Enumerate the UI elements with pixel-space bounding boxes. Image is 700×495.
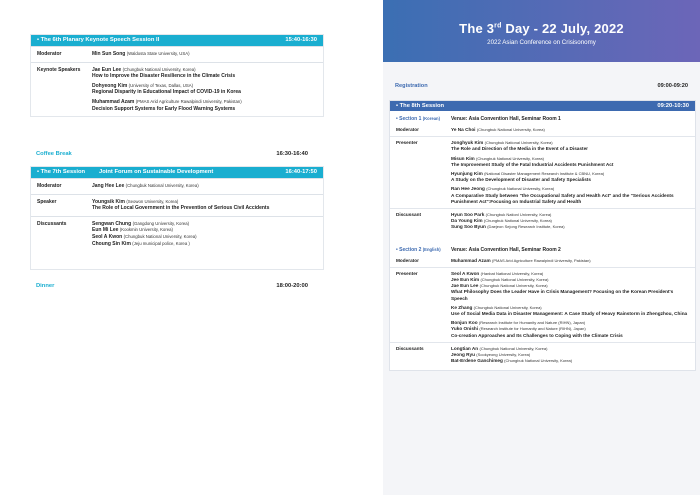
person-name: Bat-Erdene Ganchimeg	[451, 358, 503, 364]
person-name: Yuko Onishi	[451, 326, 479, 332]
forum-moderator-row	[31, 178, 323, 194]
coffee-break-row	[36, 151, 308, 157]
section1-moderator-row	[390, 124, 695, 136]
registration-time: 09:00-09:20	[657, 83, 688, 89]
row-label: Discussants	[37, 220, 67, 227]
person-name: Muhammad Azam	[451, 257, 491, 263]
person-name: Seol A Kwon	[92, 233, 123, 240]
person-name: Jae Eun Lee	[451, 283, 479, 289]
registration-label: Registration	[395, 83, 428, 89]
talk-title: A Study on the Development of Disaster and Safety Specialists	[451, 177, 591, 183]
person-affiliation: (Daejeon Sejong Research Institute, Korea)	[487, 224, 565, 230]
person-name: Choung Sin Kim	[92, 240, 131, 247]
forum-discussants-row	[31, 216, 323, 269]
row-label: Moderator	[396, 257, 419, 263]
row-label: Moderator	[37, 51, 62, 57]
person-name: Youngsik Kim	[92, 198, 125, 205]
presenter-entry	[451, 156, 689, 168]
person-affiliation: (Gangdong University, Korea)	[132, 220, 190, 226]
keynote-session-header: • The 6th Planary Keynote Speech Session II 15:40-16:30	[31, 35, 323, 46]
section2-venue: Venue: Asia Convention Hall, Seminar Room 2	[451, 246, 561, 253]
section2-name: Section 2	[399, 246, 422, 253]
section2-language: (English)	[422, 246, 441, 252]
section1-venue: Venue: Asia Convention Hall, Seminar Room 1	[451, 116, 561, 122]
talk-title: A Comparative Study between "the Occupational Safety and Health Act" and the "Serious Accidents Punishment Act":Focusing on Industrial Safety and Health	[451, 192, 674, 204]
person-affiliation: (National Disaster Management Research Institute & CBNU, Korea)	[484, 171, 605, 177]
person-name: Seol A Kwon	[451, 270, 480, 276]
dinner-label: Dinner	[36, 283, 55, 289]
row-label: Speaker	[37, 198, 57, 205]
person-name: Sung Soo Byun	[451, 224, 486, 230]
presenter-entry	[451, 171, 689, 183]
talk-title: Use of Social Media Data in Disaster Management: A Case Study of Heavy Rainstorm in Zhengzhou, China	[451, 311, 688, 317]
talk-title: The Role and Direction of the Media in the Event of a Disaster	[451, 146, 589, 152]
day-title: The 3rd Day - 22 July, 2022	[459, 21, 624, 36]
person-affiliation: (Chungbuk National University, Korea)	[125, 183, 199, 188]
presenter-group	[451, 305, 689, 317]
left-page	[0, 0, 340, 495]
session8-title: The 8th Session	[399, 103, 445, 109]
dinner-time: 18:00-20:00	[276, 283, 308, 289]
day-header	[383, 0, 700, 62]
keynote-session-title: The 6th Planary Keynote Speech Session II	[40, 37, 160, 43]
person-name: Ran Hee Jeong	[451, 186, 485, 192]
section1-discussant-row	[390, 208, 695, 234]
keynote-session-time: 15:40-16:30	[285, 37, 317, 43]
person-affiliation: (PMAS Arid Agriculture Rawalpindi University, Pakistan)	[492, 257, 591, 263]
speaker-entry	[92, 67, 317, 80]
coffee-break-time: 16:30-16:40	[276, 151, 308, 157]
forum-session-header: • The 7th Session Joint Forum on Sustainable Development 16:40-17:50	[31, 167, 323, 178]
person-name: Jonghyuk Kim	[451, 140, 484, 146]
person-name: Jang Hee Lee	[92, 183, 125, 189]
coffee-break-label: Coffee Break	[36, 151, 72, 157]
person-affiliation: (Chungbuk National University, Korea)	[483, 218, 552, 224]
forum-speaker-row	[31, 194, 323, 216]
keynote-speakers-row	[31, 62, 323, 117]
speaker-entry	[92, 99, 317, 112]
person-name: Muhammad Azam	[92, 98, 135, 105]
presenter-group	[451, 320, 689, 339]
person-affiliation: (Chungbuk National University, Korea)	[480, 277, 549, 283]
forum-session-title: Joint Forum on Sustainable Development	[99, 169, 214, 175]
forum-session-name: The 7th Session	[40, 169, 86, 175]
row-label: Moderator	[396, 127, 419, 132]
person-name: Sengwan Chung	[92, 220, 132, 227]
talk-title: Decision Support Systems for Early Flood Warning Systems	[92, 105, 236, 112]
talk-title: The Role of Local Government in the Prevention of Serious Civil Accidents	[92, 205, 270, 212]
person-name: Misun Kim	[451, 155, 475, 161]
person-affiliation: (Chungbuk National University, Korea)	[122, 66, 196, 72]
row-label: Keynote Speakers	[37, 66, 81, 73]
row-label: Presenter	[396, 270, 418, 276]
presenter-entry	[451, 186, 689, 205]
section1-presenter-row	[390, 136, 695, 208]
right-page	[383, 0, 700, 495]
person-affiliation: (Chungbuk National University, Korea)	[123, 233, 197, 239]
session8-box	[389, 100, 696, 371]
section2-presenter-row	[390, 267, 695, 342]
person-affiliation: (Sookyeong University, Korea)	[476, 352, 531, 358]
person-name: Hyunjung Kim	[451, 171, 483, 177]
person-affiliation: (Jeju municipal police, Korea )	[132, 240, 190, 246]
person-name: Hyun Soo Park	[451, 212, 485, 218]
person-affiliation: (Research Institute for Humanity and Nature (RIHN), Japan)	[478, 320, 586, 326]
row-label: Discussants	[396, 345, 424, 351]
talk-title: Regional Disparity in Educational Impact of COVID-19 in Korea	[92, 89, 241, 96]
session8-time: 09:20-10:30	[657, 103, 689, 109]
row-label: Discussant	[396, 212, 422, 218]
talk-title: The Improvement Study of the Fatal Industrial Accidents Punishment Act	[451, 161, 614, 167]
talk-title: Co-creation Approaches and Its Challenges to Coping with the Climate Crisis	[451, 332, 623, 338]
person-name: Ye Na Choi	[451, 127, 476, 132]
person-affiliation: (Waldosta State University, USA)	[126, 51, 190, 56]
registration-row	[389, 83, 694, 89]
person-affiliation: (Research Institute for Humanity and Nature (RIHN), Japan)	[479, 326, 586, 332]
session8-header: • The 8th Session 09:20-10:30	[390, 101, 695, 111]
person-name: Longtian An	[451, 345, 479, 351]
section2-header: • Section 2 (English) Venue: Asia Convention Hall, Seminar Room 2	[396, 246, 561, 253]
person-affiliation: (Chungbuk National University, Korea)	[479, 345, 548, 351]
talk-title: How to Improve the Disaster Resilience in the Climate Crisis	[92, 73, 236, 80]
keynote-moderator-row	[31, 46, 323, 62]
person-affiliation: (Chungbuk National University, Korea)	[473, 304, 542, 310]
keynote-session-box	[30, 34, 324, 117]
person-name: Jae Eun Lee	[92, 66, 122, 73]
person-affiliation: (Chungbuk Nationl University, Korea)	[485, 212, 552, 218]
section2-discussant-row	[390, 342, 695, 371]
person-affiliation: (Chungbuk National University, Korea)	[476, 155, 544, 161]
person-name: Bonjun Koo	[451, 320, 478, 326]
section1-language: (Korean)	[422, 116, 440, 121]
person-affiliation: (Hanbat National University, Korea)	[480, 270, 544, 276]
person-affiliation: (Chungbuk National University, Korea)	[479, 283, 548, 289]
conference-subtitle: 2022 Asian Conference on Crisisonomy	[487, 39, 596, 46]
person-affiliation: (Chungbuk National University, Korea)	[476, 127, 545, 132]
person-name: Jee Eun Kim	[451, 277, 480, 283]
person-affiliation: (Chungbuk National University, Korea)	[504, 358, 573, 364]
talk-title: What Philosophy Does the Leader Have in Crisis Management? Focusing on the Korean President's Speech	[451, 289, 674, 301]
speaker-entry	[92, 83, 317, 96]
person-affiliation: (PMAS Arid Agriculture Rawalpindi University, Pakistan)	[135, 98, 242, 104]
person-affiliation: (Kookmin University, Korea)	[119, 227, 173, 233]
person-name: Ke Zhang	[451, 304, 473, 310]
person-name: Dohyeong Kim	[92, 82, 128, 89]
person-name: Jeong Ryu	[451, 352, 475, 358]
person-name: Da Young Kim	[451, 218, 483, 224]
row-label: Moderator	[37, 183, 62, 189]
person-affiliation: (Chungbuk National University, Korea)	[486, 186, 555, 192]
person-affiliation: (Seowon University, Korea)	[126, 198, 179, 204]
section2-moderator-row	[390, 255, 695, 267]
dinner-row	[36, 283, 308, 289]
forum-session-time: 16:40-17:50	[285, 169, 317, 175]
row-label: Presenter	[396, 140, 418, 146]
person-affiliation: (Chungbuk National University, Korea)	[484, 140, 553, 146]
person-name: Min Sun Song	[92, 51, 126, 57]
presenter-group	[451, 271, 689, 302]
section1-name: Section 1	[399, 116, 422, 122]
forum-session-box	[30, 166, 324, 270]
section1-header: • Section 1 (Korean) Venue: Asia Convention Hall, Seminar Room 1	[396, 116, 561, 122]
person-name: Eun Mi Lee	[92, 227, 119, 234]
person-affiliation: (University of Texas, Dallas, USA)	[128, 82, 194, 88]
presenter-entry	[451, 140, 689, 152]
